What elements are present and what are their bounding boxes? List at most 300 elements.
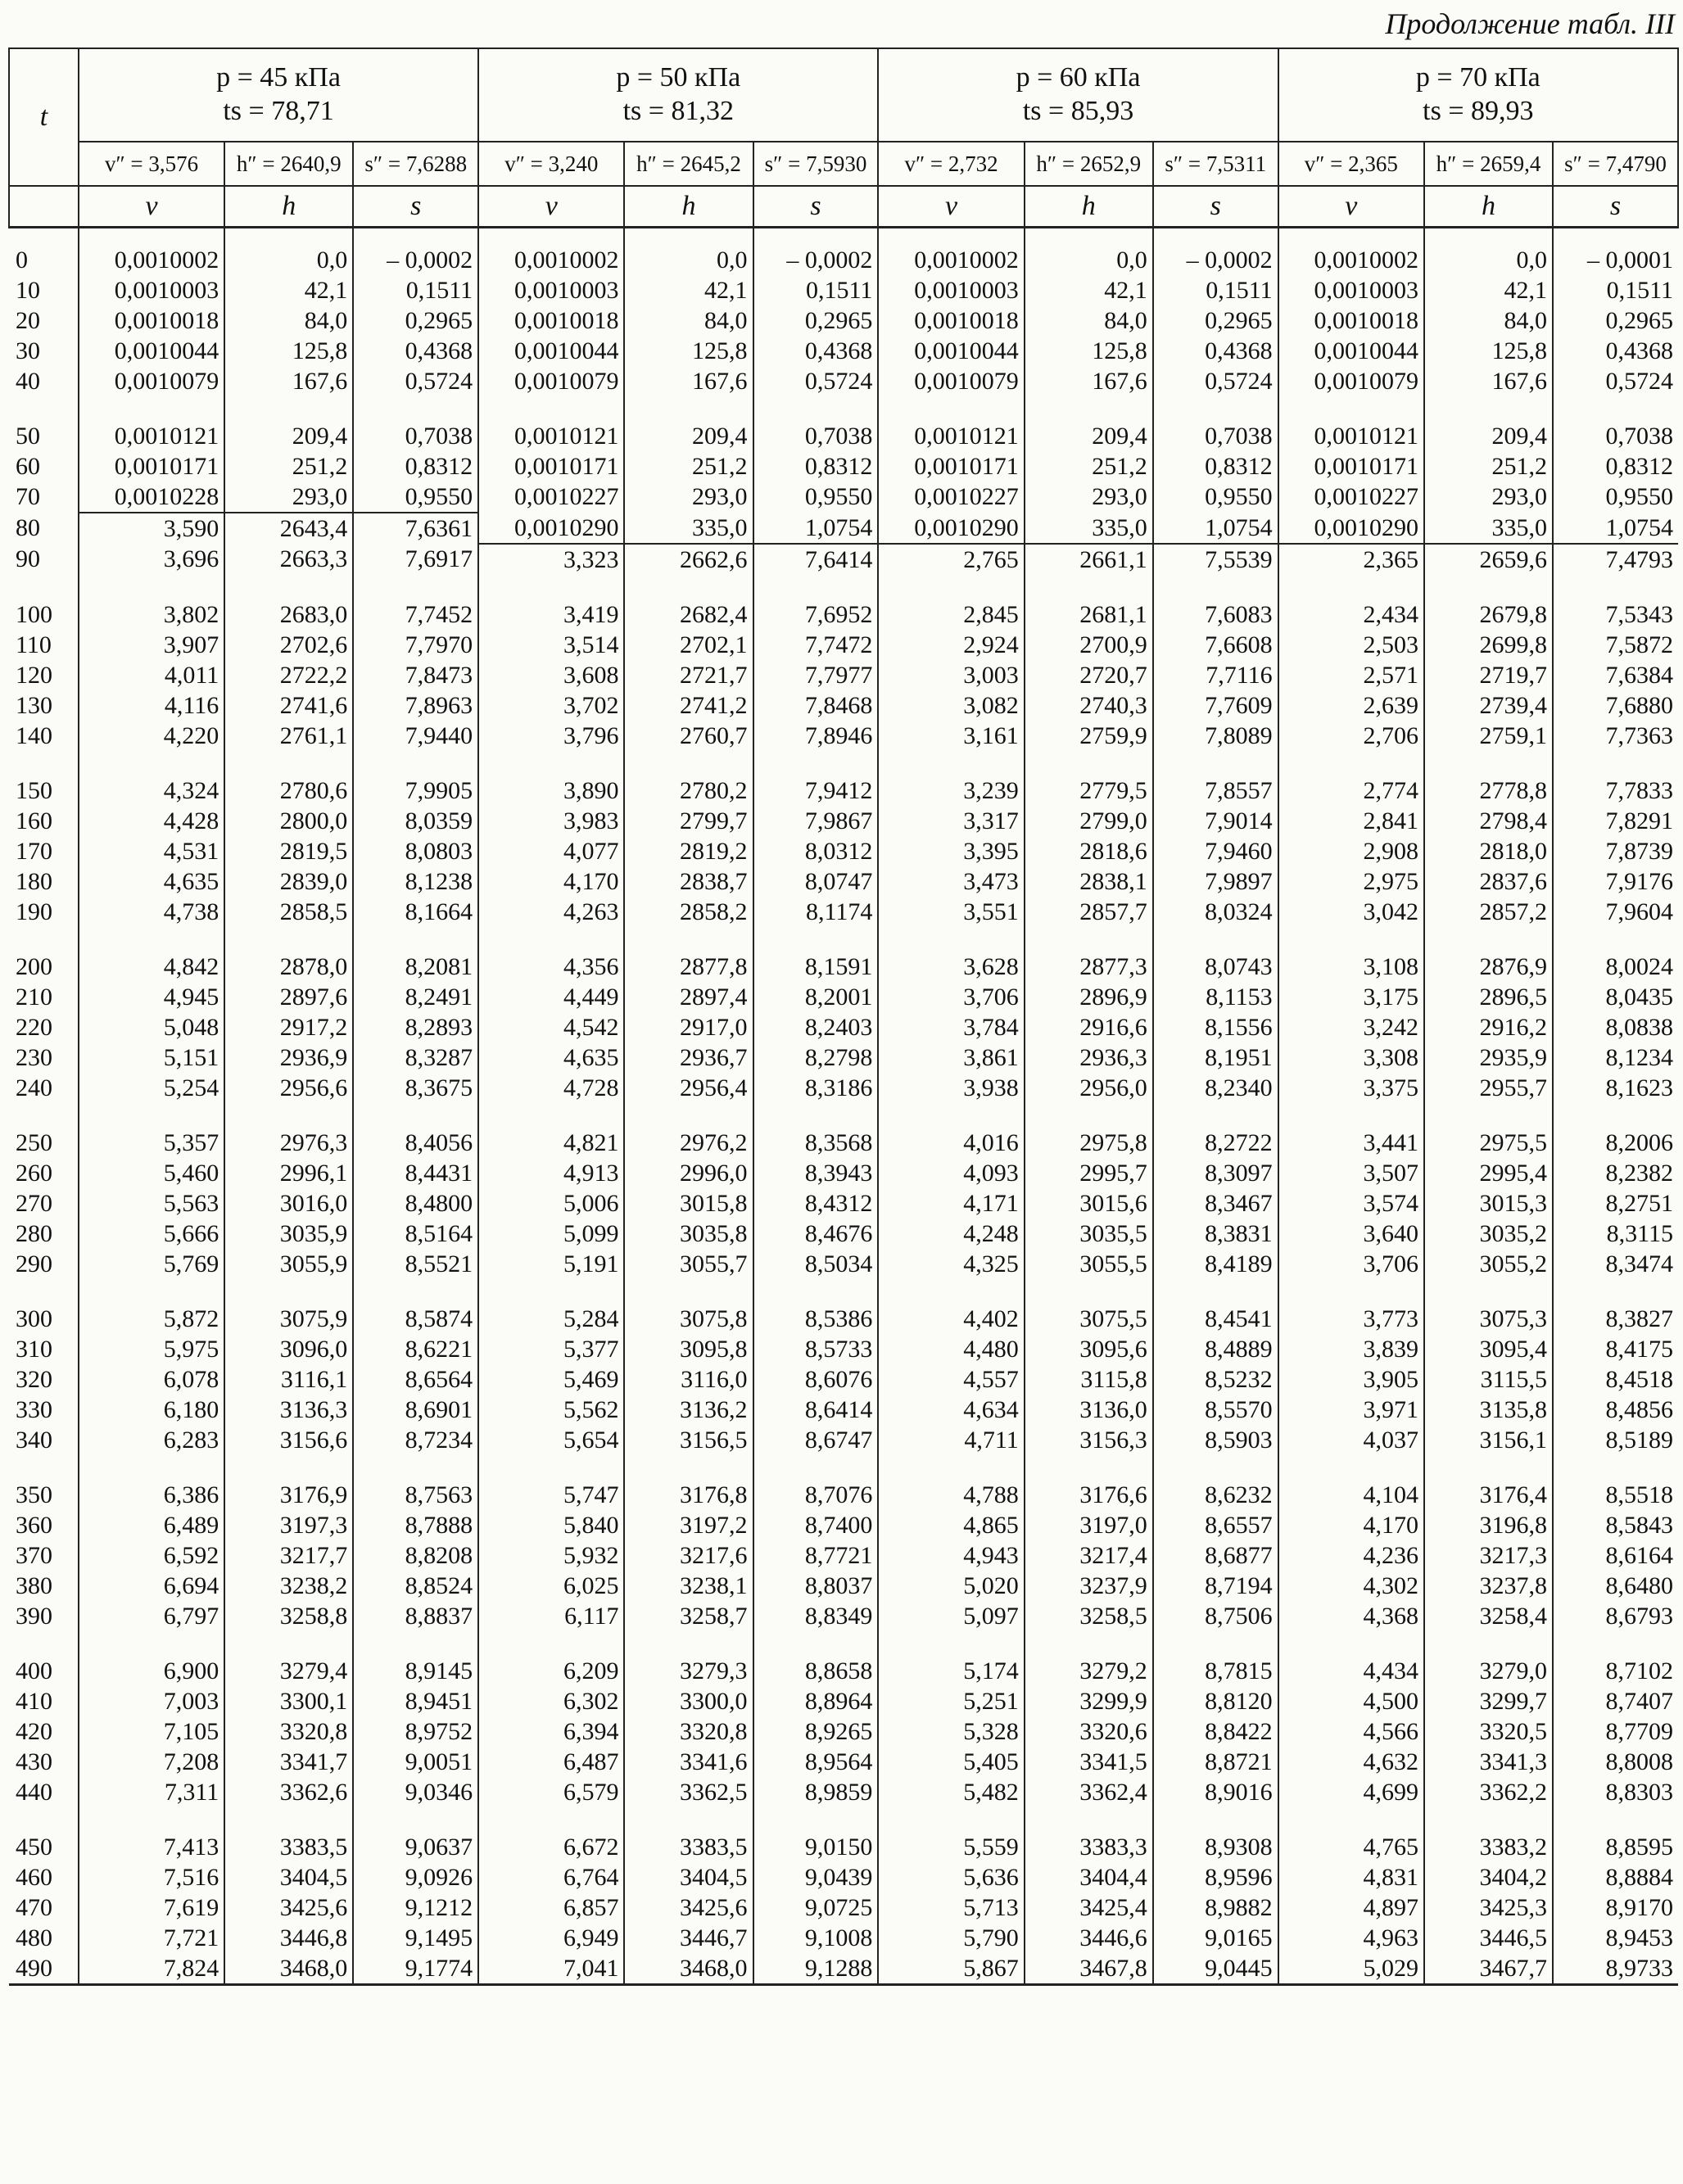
temperature-cell: 350 <box>16 1481 52 1508</box>
value-cell: 7,8468 <box>753 690 879 721</box>
value-cell: 7,7472 <box>753 630 879 660</box>
value-cell: 4,037 <box>1278 1425 1424 1455</box>
value-cell: 2800,0 <box>224 806 353 836</box>
temperature-cell: 230 <box>16 1043 52 1071</box>
value-cell: 8,7194 <box>1153 1571 1278 1601</box>
value-cell: 8,8008 <box>1553 1747 1678 1777</box>
value-cell: 4,263 <box>478 897 624 927</box>
value-cell: 7,7970 <box>353 630 478 660</box>
value-cell: 3320,5 <box>1424 1716 1553 1747</box>
value-cell: 3,003 <box>878 660 1024 690</box>
table-row <box>9 1892 1678 1923</box>
value-cell: 7,8946 <box>753 721 879 751</box>
value-cell: 2,975 <box>1278 866 1424 897</box>
value-cell: 7,9440 <box>353 721 478 751</box>
value-cell: 2876,9 <box>1424 927 1553 982</box>
value-cell: 3446,5 <box>1424 1923 1553 1953</box>
value-cell: 8,5903 <box>1153 1425 1278 1455</box>
value-cell: 8,2382 <box>1553 1158 1678 1188</box>
value-cell: 4,943 <box>878 1540 1024 1571</box>
value-cell: 0,0010003 <box>1278 275 1424 305</box>
value-cell: 9,0637 <box>353 1807 478 1862</box>
value-cell: 8,7721 <box>753 1540 879 1571</box>
value-cell: 3467,8 <box>1025 1953 1153 1985</box>
value-cell: 0,0010079 <box>478 366 624 396</box>
value-cell: 42,1 <box>624 275 753 305</box>
value-cell: 8,2722 <box>1153 1103 1278 1158</box>
value-cell: 5,151 <box>79 1042 224 1073</box>
value-cell: 8,5518 <box>1553 1455 1678 1510</box>
value-cell: 6,283 <box>79 1425 224 1455</box>
value-cell: 3279,2 <box>1025 1631 1153 1686</box>
value-cell: 8,0838 <box>1553 1012 1678 1042</box>
value-cell: 8,0803 <box>353 836 478 866</box>
value-cell: 6,592 <box>79 1540 224 1571</box>
value-cell: 6,857 <box>478 1892 624 1923</box>
value-cell: 5,790 <box>878 1923 1024 1953</box>
value-cell: 8,4889 <box>1153 1334 1278 1364</box>
value-cell: 3,308 <box>1278 1042 1424 1073</box>
value-cell: 8,1623 <box>1553 1073 1678 1103</box>
value-cell: 3136,3 <box>224 1395 353 1425</box>
value-cell: 2682,4 <box>624 575 753 630</box>
value-cell: 3,905 <box>1278 1364 1424 1395</box>
value-cell: 8,6480 <box>1553 1571 1678 1601</box>
value-cell: 2,924 <box>878 630 1024 660</box>
table-row <box>9 806 1678 836</box>
value-cell: 8,9596 <box>1153 1862 1278 1892</box>
value-cell: 84,0 <box>624 305 753 336</box>
value-cell: 3,938 <box>878 1073 1024 1103</box>
value-cell: 209,4 <box>224 396 353 451</box>
temperature-cell: 480 <box>16 1924 52 1951</box>
value-cell: 7,6880 <box>1553 690 1678 721</box>
value-cell: 4,093 <box>878 1158 1024 1188</box>
value-cell: 8,6793 <box>1553 1601 1678 1631</box>
value-cell: 8,7506 <box>1153 1601 1278 1631</box>
value-cell: 6,487 <box>478 1747 624 1777</box>
value-cell: 8,3827 <box>1553 1279 1678 1334</box>
temperature-cell: 460 <box>16 1863 52 1891</box>
value-cell: 0,1511 <box>353 275 478 305</box>
table-row <box>9 982 1678 1012</box>
value-cell: 5,405 <box>878 1747 1024 1777</box>
value-cell: 3425,4 <box>1025 1892 1153 1923</box>
value-cell: 4,531 <box>79 836 224 866</box>
value-cell: 335,0 <box>624 513 753 544</box>
temperature-cell: 320 <box>16 1365 52 1393</box>
value-cell: 2838,1 <box>1025 866 1153 897</box>
temperature-cell: 140 <box>16 721 52 749</box>
value-cell: 2837,6 <box>1424 866 1553 897</box>
value-cell: 2663,3 <box>224 544 353 575</box>
value-cell: 4,170 <box>1278 1510 1424 1540</box>
temperature-cell: 400 <box>16 1657 52 1684</box>
sat-h-4: h″ = 2659,4 <box>1424 142 1553 186</box>
value-cell: 3362,2 <box>1424 1777 1553 1807</box>
table-row <box>9 721 1678 751</box>
value-cell: 2917,0 <box>624 1012 753 1042</box>
value-cell: 2683,0 <box>224 575 353 630</box>
value-cell: 8,6877 <box>1153 1540 1278 1571</box>
value-cell: 42,1 <box>1424 275 1553 305</box>
value-cell: 8,7888 <box>353 1510 478 1540</box>
value-cell: 4,699 <box>1278 1777 1424 1807</box>
value-cell: 7,5539 <box>1153 544 1278 575</box>
value-cell: 4,634 <box>878 1395 1024 1425</box>
value-cell: 4,566 <box>1278 1716 1424 1747</box>
value-cell: 4,635 <box>478 1042 624 1073</box>
temperature-cell: 440 <box>16 1778 52 1806</box>
value-cell: 3096,0 <box>224 1334 353 1364</box>
value-cell: 6,025 <box>478 1571 624 1601</box>
value-cell: 2838,7 <box>624 866 753 897</box>
value-cell: 7,8089 <box>1153 721 1278 751</box>
table-row <box>9 1540 1678 1571</box>
value-cell: 6,900 <box>79 1631 224 1686</box>
value-cell: 0,0010003 <box>878 275 1024 305</box>
table-row <box>9 1073 1678 1103</box>
value-cell: 8,4676 <box>753 1219 879 1249</box>
table-row <box>9 1334 1678 1364</box>
value-cell: 167,6 <box>1025 366 1153 396</box>
value-cell: 0,1511 <box>1553 275 1678 305</box>
value-cell: 4,728 <box>478 1073 624 1103</box>
value-cell: 4,897 <box>1278 1892 1424 1923</box>
value-cell: 7,9897 <box>1153 866 1278 897</box>
value-cell: 6,672 <box>478 1807 624 1862</box>
value-cell: 2956,0 <box>1025 1073 1153 1103</box>
temperature-cell: 110 <box>16 631 52 658</box>
value-cell: 7,824 <box>79 1953 224 1985</box>
value-cell: 8,8721 <box>1153 1747 1278 1777</box>
value-cell: 4,116 <box>79 690 224 721</box>
temperature-cell: 240 <box>16 1074 52 1101</box>
value-cell: 3404,4 <box>1025 1862 1153 1892</box>
temperature-cell: 50 <box>16 422 40 450</box>
value-cell: 0,4368 <box>753 336 879 366</box>
temperature-cell: 10 <box>16 276 40 304</box>
value-cell: 3425,6 <box>224 1892 353 1923</box>
value-cell: 2661,1 <box>1025 544 1153 575</box>
value-cell: 0,0010171 <box>79 451 224 482</box>
value-cell: 42,1 <box>224 275 353 305</box>
value-cell: 7,7609 <box>1153 690 1278 721</box>
table-row <box>9 1042 1678 1073</box>
temperature-cell: 360 <box>16 1511 52 1539</box>
value-cell: 2720,7 <box>1025 660 1153 690</box>
value-cell: 9,0165 <box>1153 1923 1278 1953</box>
value-cell: 2936,9 <box>224 1042 353 1073</box>
value-cell: 2819,2 <box>624 836 753 866</box>
table-row <box>9 1279 1678 1334</box>
value-cell: 5,713 <box>878 1892 1024 1923</box>
value-cell: 6,949 <box>478 1923 624 1953</box>
value-cell: 3279,3 <box>624 1631 753 1686</box>
table-row <box>9 1455 1678 1510</box>
value-cell: 0,5724 <box>753 366 879 396</box>
value-cell: 8,5874 <box>353 1279 478 1334</box>
value-cell: 2,365 <box>1278 544 1424 575</box>
value-cell: 2818,0 <box>1424 836 1553 866</box>
value-cell: 5,048 <box>79 1012 224 1042</box>
value-cell: 6,579 <box>478 1777 624 1807</box>
table-row <box>9 1601 1678 1631</box>
value-cell: 3362,6 <box>224 1777 353 1807</box>
value-cell: 5,254 <box>79 1073 224 1103</box>
value-cell: 8,8837 <box>353 1601 478 1631</box>
value-cell: 3,802 <box>79 575 224 630</box>
value-cell: 3156,6 <box>224 1425 353 1455</box>
table-row <box>9 1510 1678 1540</box>
sym-blank <box>9 186 79 228</box>
value-cell: 3217,4 <box>1025 1540 1153 1571</box>
table-row <box>9 1953 1678 1985</box>
value-cell: 0,0010290 <box>1278 513 1424 544</box>
value-cell: 2916,2 <box>1424 1012 1553 1042</box>
value-cell: 3176,4 <box>1424 1455 1553 1510</box>
value-cell: 8,7400 <box>753 1510 879 1540</box>
value-cell: 2857,7 <box>1025 897 1153 927</box>
value-cell: 4,171 <box>878 1188 1024 1219</box>
value-cell: 5,006 <box>478 1188 624 1219</box>
value-cell: 3467,7 <box>1424 1953 1553 1985</box>
value-cell: 2741,6 <box>224 690 353 721</box>
sym-v-2: v <box>478 186 624 228</box>
value-cell: 0,0010079 <box>1278 366 1424 396</box>
value-cell: 8,7407 <box>1553 1686 1678 1716</box>
value-cell: 4,842 <box>79 927 224 982</box>
value-cell: 8,9265 <box>753 1716 879 1747</box>
sat-v-1: v″ = 3,576 <box>79 142 224 186</box>
value-cell: 0,8312 <box>1553 451 1678 482</box>
value-cell: 0,0010171 <box>1278 451 1424 482</box>
value-cell: 8,6901 <box>353 1395 478 1425</box>
value-cell: 0,0010003 <box>478 275 624 305</box>
value-cell: 84,0 <box>1025 305 1153 336</box>
value-cell: 293,0 <box>1424 482 1553 513</box>
value-cell: 3217,3 <box>1424 1540 1553 1571</box>
value-cell: 3035,9 <box>224 1219 353 1249</box>
value-cell: 3135,8 <box>1424 1395 1553 1425</box>
value-cell: 5,099 <box>478 1219 624 1249</box>
value-cell: 3035,8 <box>624 1219 753 1249</box>
value-cell: 3258,4 <box>1424 1601 1553 1631</box>
value-cell: 3116,1 <box>224 1364 353 1395</box>
value-cell: 0,0010044 <box>478 336 624 366</box>
value-cell: 5,867 <box>878 1953 1024 1985</box>
table-row <box>9 1249 1678 1279</box>
value-cell: 0,0010171 <box>478 451 624 482</box>
value-cell: 3,419 <box>478 575 624 630</box>
value-cell: 0,0010227 <box>1278 482 1424 513</box>
value-cell: 2722,2 <box>224 660 353 690</box>
value-cell: 8,4800 <box>353 1188 478 1219</box>
value-cell: 0,0010003 <box>79 275 224 305</box>
value-cell: 8,0312 <box>753 836 879 866</box>
table-row <box>9 544 1678 575</box>
value-cell: 8,0743 <box>1153 927 1278 982</box>
temperature-cell: 420 <box>16 1717 52 1745</box>
value-cell: 6,694 <box>79 1571 224 1601</box>
value-cell: 0,5724 <box>1553 366 1678 396</box>
value-cell: 4,356 <box>478 927 624 982</box>
value-cell: 8,5232 <box>1153 1364 1278 1395</box>
value-cell: 9,0346 <box>353 1777 478 1807</box>
table-row <box>9 1923 1678 1953</box>
value-cell: 2,706 <box>1278 721 1424 751</box>
value-cell: 3055,9 <box>224 1249 353 1279</box>
value-cell: 3075,5 <box>1025 1279 1153 1334</box>
value-cell: 2719,7 <box>1424 660 1553 690</box>
value-cell: 5,377 <box>478 1334 624 1364</box>
value-cell: 2935,9 <box>1424 1042 1553 1073</box>
value-cell: 8,8884 <box>1553 1862 1678 1892</box>
value-cell: 8,8595 <box>1553 1807 1678 1862</box>
value-cell: 0,0010227 <box>878 482 1024 513</box>
value-cell: 0,0010121 <box>478 396 624 451</box>
value-cell: 8,8349 <box>753 1601 879 1631</box>
value-cell: 3055,7 <box>624 1249 753 1279</box>
value-cell: 8,8422 <box>1153 1716 1278 1747</box>
value-cell: 0,0010079 <box>878 366 1024 396</box>
table-row <box>9 1747 1678 1777</box>
value-cell: 8,6414 <box>753 1395 879 1425</box>
value-cell: 0,0 <box>1025 228 1153 276</box>
value-cell: 0,0 <box>224 228 353 276</box>
value-cell: 8,3831 <box>1153 1219 1278 1249</box>
value-cell: 9,0445 <box>1153 1953 1278 1985</box>
value-cell: 3,108 <box>1278 927 1424 982</box>
value-cell: 2659,6 <box>1424 544 1553 575</box>
temperature-cell: 280 <box>16 1219 52 1247</box>
temperature-cell: 30 <box>16 337 40 364</box>
value-cell: 4,104 <box>1278 1455 1424 1510</box>
table-row <box>9 575 1678 630</box>
temperature-cell: 260 <box>16 1159 52 1187</box>
table-row <box>9 836 1678 866</box>
value-cell: 8,0747 <box>753 866 879 897</box>
value-cell: 3300,0 <box>624 1686 753 1716</box>
value-cell: 2897,6 <box>224 982 353 1012</box>
value-cell: 5,284 <box>478 1279 624 1334</box>
value-cell: 6,489 <box>79 1510 224 1540</box>
value-cell: 4,765 <box>1278 1807 1424 1862</box>
value-cell: 3320,8 <box>224 1716 353 1747</box>
value-cell: 3015,6 <box>1025 1188 1153 1219</box>
temperature-cell: 290 <box>16 1250 52 1277</box>
temperature-cell: 180 <box>16 867 52 895</box>
value-cell: 2721,7 <box>624 660 753 690</box>
value-cell: 8,9733 <box>1553 1953 1678 1985</box>
value-cell: 4,236 <box>1278 1540 1424 1571</box>
value-cell: 8,4175 <box>1553 1334 1678 1364</box>
value-cell: 251,2 <box>624 451 753 482</box>
value-cell: 8,9453 <box>1553 1923 1678 1953</box>
value-cell: 5,559 <box>878 1807 1024 1862</box>
table-row <box>9 336 1678 366</box>
value-cell: 8,0435 <box>1553 982 1678 1012</box>
value-cell: 209,4 <box>1025 396 1153 451</box>
value-cell: 7,6414 <box>753 544 879 575</box>
value-cell: 3,796 <box>478 721 624 751</box>
table-row <box>9 1012 1678 1042</box>
value-cell: 167,6 <box>624 366 753 396</box>
value-cell: 3176,6 <box>1025 1455 1153 1510</box>
value-cell: 3,640 <box>1278 1219 1424 1249</box>
value-cell: 2976,2 <box>624 1103 753 1158</box>
table-row <box>9 690 1678 721</box>
value-cell: 0,5724 <box>1153 366 1278 396</box>
sat-v-3: v″ = 2,732 <box>878 142 1024 186</box>
value-cell: 3320,6 <box>1025 1716 1153 1747</box>
value-cell: 3156,1 <box>1424 1425 1553 1455</box>
table-row <box>9 1686 1678 1716</box>
temperature-cell: 60 <box>16 452 40 480</box>
value-cell: – 0,0002 <box>753 228 879 276</box>
value-cell: 2702,6 <box>224 630 353 660</box>
table-row <box>9 1219 1678 1249</box>
value-cell: 0,9550 <box>1553 482 1678 513</box>
value-cell: 8,1664 <box>353 897 478 927</box>
value-cell: 2681,1 <box>1025 575 1153 630</box>
value-cell: 0,0010044 <box>1278 336 1424 366</box>
value-cell: 7,8739 <box>1553 836 1678 866</box>
value-cell: 4,913 <box>478 1158 624 1188</box>
value-cell: 6,078 <box>79 1364 224 1395</box>
value-cell: 2956,6 <box>224 1073 353 1103</box>
value-cell: 3055,2 <box>1424 1249 1553 1279</box>
value-cell: 0,2965 <box>1153 305 1278 336</box>
table-row <box>9 1862 1678 1892</box>
value-cell: 0,7038 <box>753 396 879 451</box>
value-cell: 0,0 <box>624 228 753 276</box>
table-row <box>9 1425 1678 1455</box>
value-cell: 2741,2 <box>624 690 753 721</box>
value-cell: 8,1238 <box>353 866 478 897</box>
value-cell: 7,9412 <box>753 751 879 806</box>
value-cell: 8,8208 <box>353 1540 478 1571</box>
value-cell: 0,0010002 <box>79 228 224 276</box>
group-header-2: p = 50 кПа ts = 81,32 <box>478 48 878 142</box>
value-cell: 2936,7 <box>624 1042 753 1073</box>
value-cell: 2857,2 <box>1424 897 1553 927</box>
value-cell: 7,8473 <box>353 660 478 690</box>
value-cell: 3136,0 <box>1025 1395 1153 1425</box>
sym-v-4: v <box>1278 186 1424 228</box>
value-cell: 7,8557 <box>1153 751 1278 806</box>
sat-s-3: s″ = 7,5311 <box>1153 142 1278 186</box>
value-cell: 3,890 <box>478 751 624 806</box>
value-cell: 3,507 <box>1278 1158 1424 1188</box>
value-cell: 0,7038 <box>353 396 478 451</box>
table-row <box>9 1571 1678 1601</box>
value-cell: 4,945 <box>79 982 224 1012</box>
sym-s-2: s <box>753 186 879 228</box>
value-cell: 3,574 <box>1278 1188 1424 1219</box>
value-cell: 8,6747 <box>753 1425 879 1455</box>
value-cell: 6,394 <box>478 1716 624 1747</box>
temperature-cell: 70 <box>16 483 40 510</box>
value-cell: 8,3943 <box>753 1158 879 1188</box>
value-cell: 8,2751 <box>1553 1188 1678 1219</box>
value-cell: 3425,6 <box>624 1892 753 1923</box>
value-cell: 125,8 <box>224 336 353 366</box>
temperature-cell: 370 <box>16 1541 52 1569</box>
value-cell: 8,2893 <box>353 1012 478 1042</box>
value-cell: 5,563 <box>79 1188 224 1219</box>
value-cell: 0,1511 <box>1153 275 1278 305</box>
